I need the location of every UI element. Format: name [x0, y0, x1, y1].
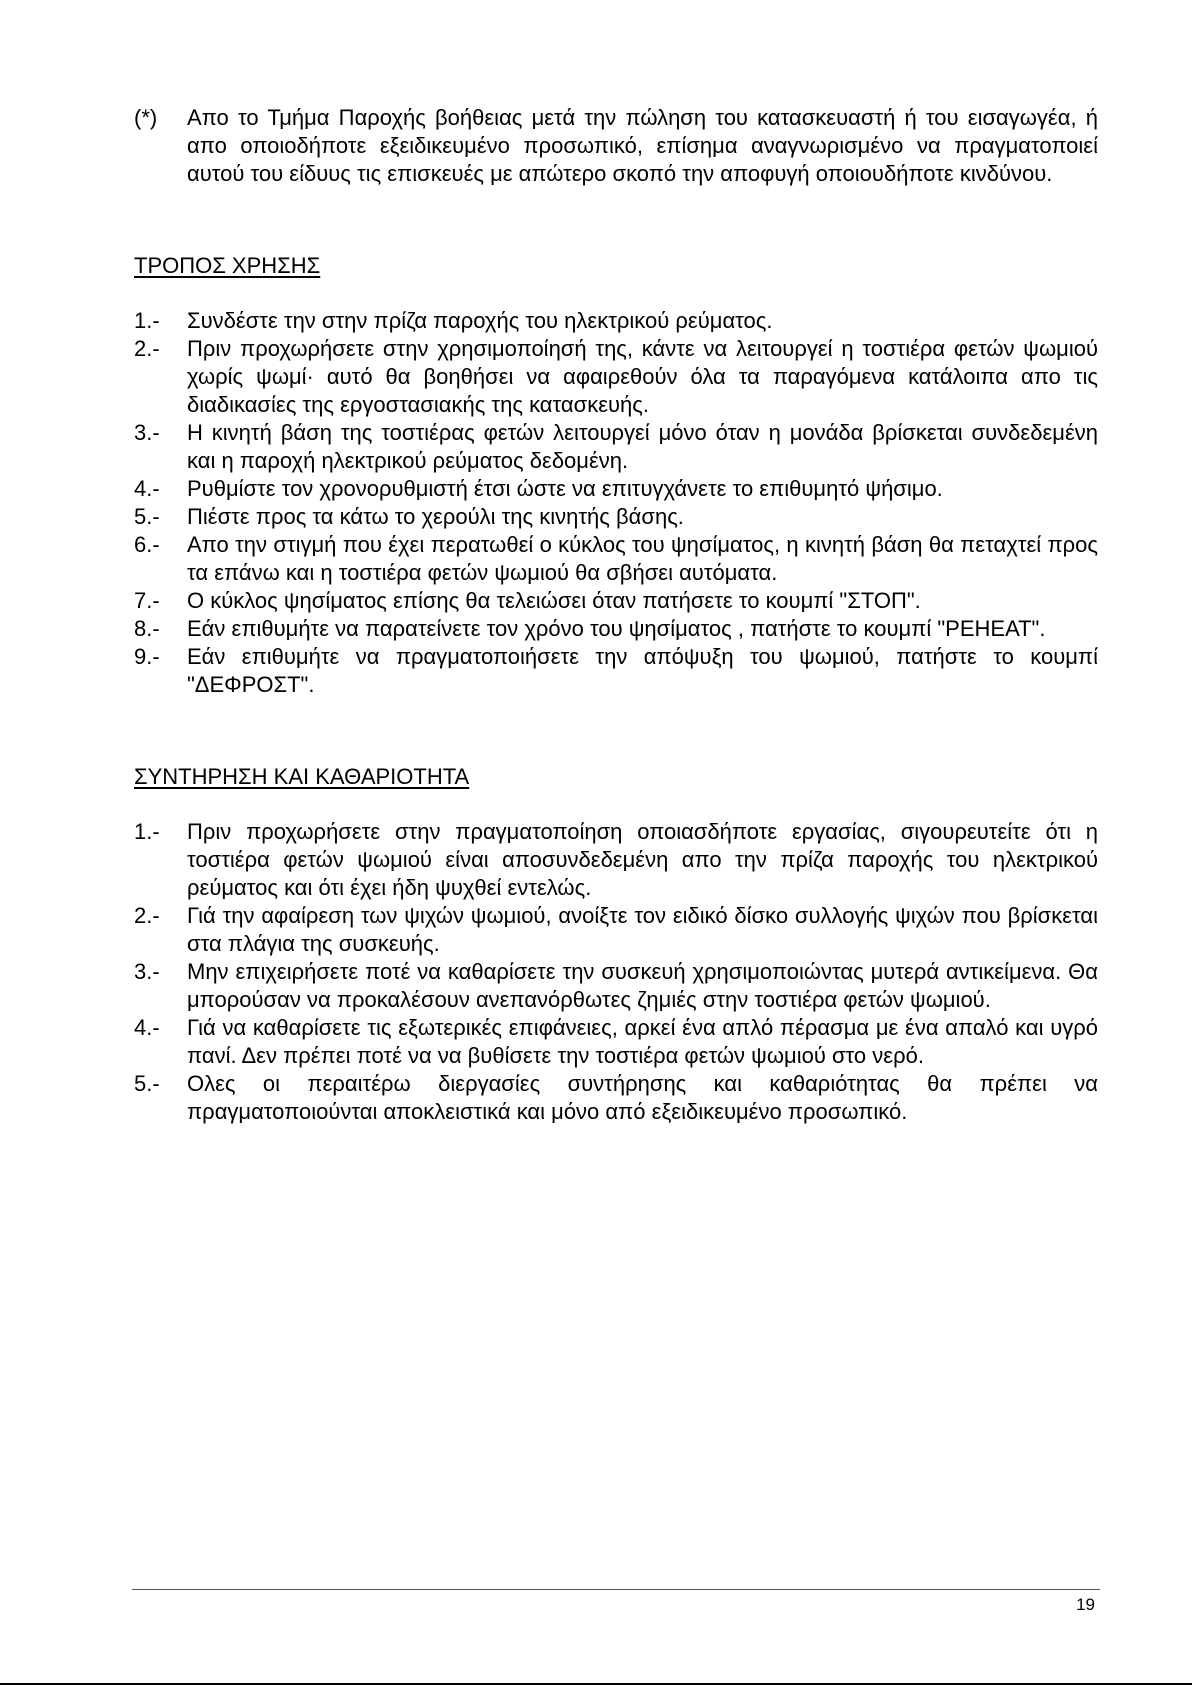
- list-item-text: Η κινητή βάση της τοστιέρας φετών λειτουργεί μόνο όταν η μονάδα βρίσκεται συνδεδεμένη και η παροχή ηλεκτρικού ρεύματος δεδομένη.: [187, 420, 1098, 473]
- list-item-number: 5.-: [134, 1071, 160, 1096]
- list-item-number: 8.-: [134, 616, 160, 641]
- list-item-text: Εάν επιθυμήτε να παρατείνετε τον χρόνο του ψησίματος , πατήστε το κουμπί "ΡΕΗΕΑΤ".: [187, 616, 1046, 641]
- list-item-text: Γιά να καθαρίσετε τις εξωτερικές επιφάνειες, αρκεί ένα απλό πέρασμα με ένα απαλό και υγρό πανί. Δεν πρέπει ποτέ να να βυθίσετε την τοστιέρα φετών ψωμιού στο νερό.: [187, 1015, 1098, 1068]
- list-item-number: 6.-: [134, 532, 160, 557]
- list-item-text: Ο κύκλος ψησίματος επίσης θα τελειώσει όταν πατήσετε το κουμπί "ΣΤΟΠ".: [187, 588, 921, 613]
- list-item: [134, 419, 1098, 475]
- list-item-number: 1.-: [134, 308, 160, 333]
- page-number: 19: [1076, 1595, 1095, 1614]
- list-item: [134, 503, 1098, 531]
- list-item: [134, 1014, 1098, 1070]
- list-item-number: 3.-: [134, 420, 160, 445]
- maintenance-heading: ΣΥΝΤΗΡΗΣΗ ΚΑΙ ΚΑΘΑΡΙΟΤΗΤΑ: [134, 764, 470, 789]
- list-item: [134, 335, 1098, 419]
- maintenance-list: [134, 818, 1098, 1126]
- list-item: [134, 643, 1098, 699]
- footer-divider: [132, 1589, 1100, 1590]
- usage-list: [134, 307, 1098, 699]
- list-item: [134, 475, 1098, 503]
- list-item: [134, 1070, 1098, 1126]
- list-item-number: 7.-: [134, 588, 160, 613]
- list-item: [134, 818, 1098, 902]
- list-item: [134, 615, 1098, 643]
- list-item-number: 2.-: [134, 336, 160, 361]
- list-item-number: 2.-: [134, 903, 160, 928]
- list-item-text: Ολες οι περαιτέρω διεργασίες συντήρησης και καθαριότητας θα πρέπει να πραγματοποιούνται αποκλειστικά και μόνο από εξειδικευμένο προσωπικό.: [187, 1071, 1098, 1124]
- list-item-number: 9.-: [134, 644, 160, 669]
- list-item-text: Πριν προχωρήσετε στην χρησιμοποίησή της, κάντε να λειτουργεί η τοστιέρα φετών ψωμιού χωρίς ψωμί· αυτό θα βοηθήσει να αφαιρεθούν όλα τα παραγόμενα κατάλοιπα απο τις διαδικασίες της εργοστασιακής της κατασκευής.: [187, 336, 1098, 417]
- service-note: [134, 104, 1098, 188]
- list-item-text: Πριν προχωρήσετε στην πραγματοποίηση οποιασδήποτε εργασίας, σιγουρευτείτε ότι η τοστιέρα φετών ψωμιού είναι αποσυνδεδεμένη απο την πρίζα παροχής του ηλεκτρικού ρεύματος και ότι έχει ήδη ψυχθεί εντελώς.: [187, 819, 1098, 900]
- list-item: [134, 587, 1098, 615]
- list-item-text: Γιά την αφαίρεση των ψιχών ψωμιού, ανοίξτε τον ειδικό δίσκο συλλογής ψιχών που βρίσκεται στα πλάγια της συσκευής.: [187, 903, 1098, 956]
- list-item: [134, 307, 1098, 335]
- list-item-number: 1.-: [134, 819, 160, 844]
- note-text: Απο το Τμήμα Παροχής βοήθειας μετά την πώληση του κατασκευαστή ή του εισαγωγέα, ή απο οποιοδήποτε εξειδικευμένο προσωπικό, επίσημα αναγνωρισμένο να πραγματοποιεί αυτού του είδυυς τις επισκευές με απώτερο σκοπό την αποφυγή οποιουδήποτε κινδύνου.: [187, 105, 1098, 186]
- list-item: [134, 531, 1098, 587]
- list-item-number: 5.-: [134, 504, 160, 529]
- list-item: [134, 902, 1098, 958]
- list-item-number: 4.-: [134, 1015, 160, 1040]
- note-marker: (*): [134, 105, 158, 130]
- list-item-number: 4.-: [134, 476, 160, 501]
- list-item: [134, 958, 1098, 1014]
- list-item-text: Συνδέστε την στην πρίζα παροχής του ηλεκτρικού ρεύματος.: [187, 308, 773, 333]
- usage-heading: ΤΡΟΠΟΣ ΧΡΗΣΗΣ: [134, 253, 321, 278]
- list-item-text: Ρυθμίστε τον χρονορυθμιστή έτσι ώστε να επιτυγχάνετε το επιθυμητό ψήσιμο.: [187, 476, 943, 501]
- list-item-text: Απο την στιγμή που έχει περατωθεί ο κύκλος του ψησίματος, η κινητή βάση θα πεταχτεί προς τα επάνω και η τοστιέρα φετών ψωμιού θα σβήσει αυτόματα.: [187, 532, 1098, 585]
- page-content: [134, 104, 1098, 1126]
- list-item-text: Μην επιχειρήσετε ποτέ να καθαρίσετε την συσκευή χρησιμοποιώντας μυτερά αντικείμενα. Θα μπορούσαν να προκαλέσουν ανεπανόρθωτες ζημιές στην τοστιέρα φετών ψωμιού.: [187, 959, 1098, 1012]
- list-item-text: Πιέστε προς τα κάτω το χερούλι της κινητής βάσης.: [187, 504, 684, 529]
- list-item-number: 3.-: [134, 959, 160, 984]
- list-item-text: Εάν επιθυμήτε να πραγματοποιήσετε την απόψυξη του ψωμιού, πατήστε το κουμπί "ΔΕΦΡΟΣΤ".: [187, 644, 1098, 697]
